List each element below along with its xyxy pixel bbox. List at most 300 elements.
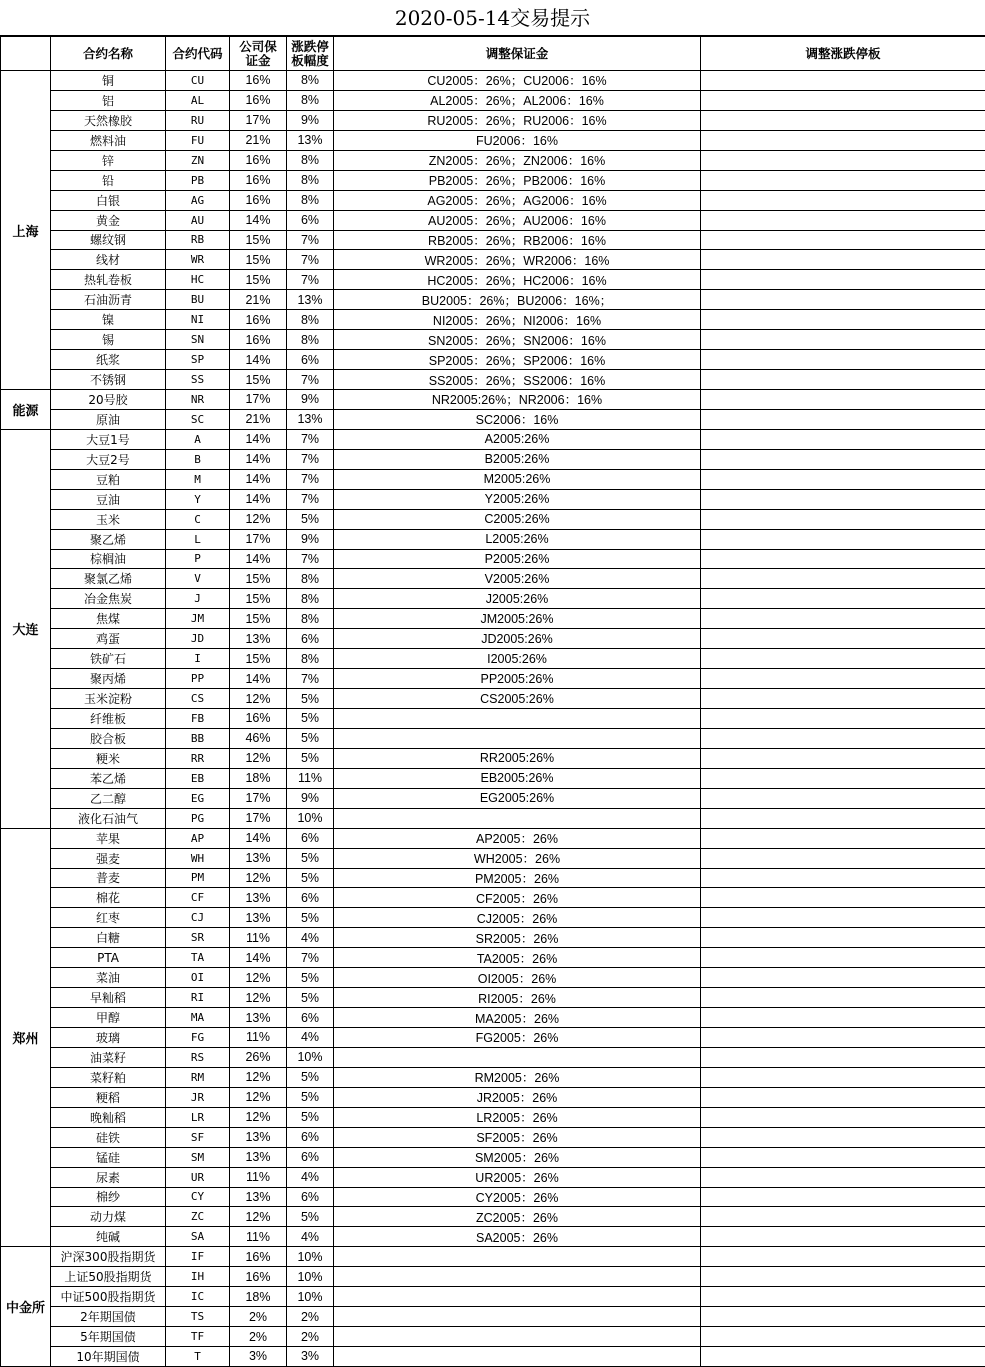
price-limit-cell: 10%	[287, 1047, 334, 1067]
contract-name-cell: 胶合板	[51, 728, 166, 748]
header-price-limit	[287, 37, 334, 71]
company-margin-cell: 12%	[230, 968, 287, 988]
company-margin-cell: 12%	[230, 988, 287, 1008]
price-limit-cell: 5%	[287, 1067, 334, 1087]
price-limit-cell: 7%	[287, 469, 334, 489]
contract-code-cell: PP	[166, 669, 230, 689]
table-row	[1, 1167, 985, 1187]
adjusted-margin-cell	[334, 1347, 701, 1367]
adjusted-limit-cell	[701, 748, 985, 768]
price-limit-cell: 13%	[287, 290, 334, 310]
price-limit-cell: 11%	[287, 768, 334, 788]
adjusted-margin-cell: ZN2005：26%；ZN2006：16%	[334, 150, 701, 170]
contract-name-cell: 菜籽粕	[51, 1067, 166, 1087]
adjusted-limit-cell	[701, 728, 985, 748]
table-row	[1, 390, 985, 410]
contract-name-cell: 20号胶	[51, 390, 166, 410]
table-row	[1, 1347, 985, 1367]
contract-name-cell: 黄金	[51, 210, 166, 230]
price-limit-cell: 9%	[287, 390, 334, 410]
contract-code-cell: SR	[166, 928, 230, 948]
adjusted-limit-cell	[701, 1227, 985, 1247]
price-limit-cell: 7%	[287, 449, 334, 469]
contract-name-cell: 白糖	[51, 928, 166, 948]
company-margin-cell: 14%	[230, 350, 287, 370]
adjusted-limit-cell	[701, 1307, 985, 1327]
contract-name-cell: 不锈钢	[51, 370, 166, 390]
contract-name-cell: 苯乙烯	[51, 768, 166, 788]
adjusted-margin-cell: SR2005：26%	[334, 928, 701, 948]
company-margin-cell: 11%	[230, 1028, 287, 1048]
company-margin-cell: 14%	[230, 489, 287, 509]
adjusted-margin-cell	[334, 1327, 701, 1347]
adjusted-margin-cell: JD2005:26%	[334, 629, 701, 649]
contract-code-cell: ZC	[166, 1207, 230, 1227]
company-margin-cell: 14%	[230, 469, 287, 489]
contract-code-cell: RI	[166, 988, 230, 1008]
table-row	[1, 1327, 985, 1347]
contract-code-cell: TS	[166, 1307, 230, 1327]
table-row	[1, 170, 985, 190]
contract-code-cell: SP	[166, 350, 230, 370]
company-margin-cell: 15%	[230, 569, 287, 589]
contract-code-cell: Y	[166, 489, 230, 509]
contract-code-cell: SM	[166, 1147, 230, 1167]
contract-code-cell: CU	[166, 71, 230, 91]
price-limit-cell: 5%	[287, 1207, 334, 1227]
contract-name-cell: 苹果	[51, 828, 166, 848]
table-row	[1, 828, 985, 848]
contract-code-cell: AL	[166, 90, 230, 110]
company-margin-cell: 12%	[230, 868, 287, 888]
adjusted-margin-cell: NR2005:26%；NR2006：16%	[334, 390, 701, 410]
contract-name-cell: 中证500股指期货	[51, 1287, 166, 1307]
table-row	[1, 1147, 985, 1167]
contract-code-cell: BB	[166, 728, 230, 748]
adjusted-limit-cell	[701, 330, 985, 350]
table-row	[1, 529, 985, 549]
adjusted-margin-cell: SM2005：26%	[334, 1147, 701, 1167]
adjusted-margin-cell: AP2005：26%	[334, 828, 701, 848]
adjusted-margin-cell	[334, 1047, 701, 1067]
adjusted-margin-cell: V2005:26%	[334, 569, 701, 589]
price-limit-cell: 9%	[287, 788, 334, 808]
company-margin-cell: 14%	[230, 549, 287, 569]
company-margin-cell: 14%	[230, 449, 287, 469]
adjusted-margin-cell: J2005:26%	[334, 589, 701, 609]
contract-code-cell: RS	[166, 1047, 230, 1067]
adjusted-limit-cell	[701, 250, 985, 270]
price-limit-cell: 7%	[287, 230, 334, 250]
contract-name-cell: PTA	[51, 948, 166, 968]
price-limit-cell: 4%	[287, 1167, 334, 1187]
adjusted-margin-cell: LR2005：26%	[334, 1107, 701, 1127]
price-limit-cell: 7%	[287, 669, 334, 689]
company-margin-cell: 16%	[230, 330, 287, 350]
contract-name-cell: 铝	[51, 90, 166, 110]
contract-code-cell: BU	[166, 290, 230, 310]
adjusted-margin-cell	[334, 1287, 701, 1307]
adjusted-limit-cell	[701, 1167, 985, 1187]
adjusted-limit-cell	[701, 948, 985, 968]
company-margin-cell: 18%	[230, 1287, 287, 1307]
table-row	[1, 589, 985, 609]
adjusted-margin-cell	[334, 1307, 701, 1327]
contract-code-cell: RR	[166, 748, 230, 768]
price-limit-cell: 6%	[287, 1127, 334, 1147]
company-margin-cell: 18%	[230, 768, 287, 788]
company-margin-cell: 17%	[230, 110, 287, 130]
contract-name-cell: 豆粕	[51, 469, 166, 489]
contract-code-cell: RB	[166, 230, 230, 250]
table-row	[1, 150, 985, 170]
adjusted-margin-cell: PB2005：26%；PB2006：16%	[334, 170, 701, 190]
contract-code-cell: AU	[166, 210, 230, 230]
contract-code-cell: FU	[166, 130, 230, 150]
adjusted-limit-cell	[701, 270, 985, 290]
company-margin-cell: 12%	[230, 1087, 287, 1107]
contract-code-cell: JR	[166, 1087, 230, 1107]
company-margin-cell: 15%	[230, 250, 287, 270]
table-row	[1, 449, 985, 469]
contract-code-cell: J	[166, 589, 230, 609]
price-limit-cell: 5%	[287, 689, 334, 709]
adjusted-margin-cell: UR2005：26%	[334, 1167, 701, 1187]
company-margin-cell: 16%	[230, 310, 287, 330]
contract-code-cell: IF	[166, 1247, 230, 1267]
company-margin-cell: 13%	[230, 1187, 287, 1207]
company-margin-cell: 17%	[230, 390, 287, 410]
contract-code-cell: PM	[166, 868, 230, 888]
price-limit-cell: 8%	[287, 170, 334, 190]
company-margin-cell: 3%	[230, 1347, 287, 1367]
contract-code-cell: CS	[166, 689, 230, 709]
adjusted-margin-cell: OI2005：26%	[334, 968, 701, 988]
company-margin-cell: 16%	[230, 90, 287, 110]
adjusted-limit-cell	[701, 1187, 985, 1207]
contract-name-cell: 玉米淀粉	[51, 689, 166, 709]
contract-name-cell: 大豆2号	[51, 449, 166, 469]
price-limit-cell: 5%	[287, 509, 334, 529]
contract-name-cell: 乙二醇	[51, 788, 166, 808]
contract-name-cell: 粳米	[51, 748, 166, 768]
adjusted-margin-cell	[334, 1247, 701, 1267]
contract-code-cell: WH	[166, 848, 230, 868]
contract-name-cell: 强麦	[51, 848, 166, 868]
adjusted-margin-cell: HC2005：26%；HC2006：16%	[334, 270, 701, 290]
company-margin-cell: 12%	[230, 748, 287, 768]
company-margin-cell: 12%	[230, 1207, 287, 1227]
adjusted-limit-cell	[701, 988, 985, 1008]
contract-code-cell: SC	[166, 409, 230, 429]
contract-name-cell: 纤维板	[51, 709, 166, 729]
price-limit-cell: 9%	[287, 529, 334, 549]
contract-name-cell: 棉纱	[51, 1187, 166, 1207]
table-row	[1, 110, 985, 130]
contract-code-cell: JM	[166, 609, 230, 629]
trading-tips-table	[0, 36, 985, 1367]
adjusted-margin-cell: JR2005：26%	[334, 1087, 701, 1107]
adjusted-limit-cell	[701, 968, 985, 988]
adjusted-limit-cell	[701, 649, 985, 669]
adjusted-limit-cell	[701, 1008, 985, 1028]
adjusted-margin-cell: SP2005：26%；SP2006：16%	[334, 350, 701, 370]
company-margin-cell: 16%	[230, 709, 287, 729]
exchange-cell: 郑州	[1, 828, 51, 1247]
price-limit-cell: 2%	[287, 1307, 334, 1327]
price-limit-cell: 5%	[287, 868, 334, 888]
table-row	[1, 489, 985, 509]
contract-name-cell: 硅铁	[51, 1127, 166, 1147]
price-limit-cell: 5%	[287, 968, 334, 988]
adjusted-limit-cell	[701, 848, 985, 868]
contract-name-cell: 棕榈油	[51, 549, 166, 569]
company-margin-cell: 13%	[230, 629, 287, 649]
adjusted-margin-cell: TA2005：26%	[334, 948, 701, 968]
contract-code-cell: A	[166, 429, 230, 449]
table-row	[1, 908, 985, 928]
adjusted-limit-cell	[701, 669, 985, 689]
contract-code-cell: RU	[166, 110, 230, 130]
price-limit-cell: 7%	[287, 429, 334, 449]
contract-name-cell: 铅	[51, 170, 166, 190]
adjusted-margin-cell	[334, 1267, 701, 1287]
table-row	[1, 1267, 985, 1287]
adjusted-limit-cell	[701, 170, 985, 190]
contract-code-cell: CY	[166, 1187, 230, 1207]
price-limit-cell: 9%	[287, 110, 334, 130]
contract-code-cell: B	[166, 449, 230, 469]
company-margin-cell: 16%	[230, 170, 287, 190]
adjusted-margin-cell: RR2005:26%	[334, 748, 701, 768]
price-limit-cell: 7%	[287, 250, 334, 270]
contract-code-cell: PB	[166, 170, 230, 190]
adjusted-margin-cell: CF2005：26%	[334, 888, 701, 908]
company-margin-cell: 12%	[230, 689, 287, 709]
price-limit-cell: 8%	[287, 589, 334, 609]
header-company-margin	[230, 37, 287, 71]
header-adjusted-limit: 调整涨跌停板	[701, 37, 985, 71]
table-row	[1, 429, 985, 449]
adjusted-limit-cell	[701, 1127, 985, 1147]
price-limit-cell: 5%	[287, 1087, 334, 1107]
contract-name-cell: 玉米	[51, 509, 166, 529]
contract-code-cell: TF	[166, 1327, 230, 1347]
contract-name-cell: 线材	[51, 250, 166, 270]
header-contract-name: 合约名称	[51, 37, 166, 71]
adjusted-margin-cell: SC2006：16%	[334, 409, 701, 429]
table-row	[1, 409, 985, 429]
price-limit-cell: 10%	[287, 1267, 334, 1287]
contract-name-cell: 铁矿石	[51, 649, 166, 669]
contract-code-cell: ZN	[166, 150, 230, 170]
company-margin-cell: 14%	[230, 948, 287, 968]
adjusted-limit-cell	[701, 390, 985, 410]
table-row	[1, 1207, 985, 1227]
company-margin-cell: 14%	[230, 429, 287, 449]
adjusted-limit-cell	[701, 1028, 985, 1048]
adjusted-margin-cell: FG2005：26%	[334, 1028, 701, 1048]
table-row	[1, 888, 985, 908]
contract-name-cell: 白银	[51, 190, 166, 210]
exchange-cell: 能源	[1, 390, 51, 430]
contract-name-cell: 棉花	[51, 888, 166, 908]
table-row	[1, 1287, 985, 1307]
company-margin-cell: 46%	[230, 728, 287, 748]
contract-code-cell: V	[166, 569, 230, 589]
company-margin-cell: 15%	[230, 609, 287, 629]
adjusted-margin-cell: L2005:26%	[334, 529, 701, 549]
contract-code-cell: AP	[166, 828, 230, 848]
adjusted-limit-cell	[701, 549, 985, 569]
contract-code-cell: TA	[166, 948, 230, 968]
contract-name-cell: 纯碱	[51, 1227, 166, 1247]
contract-name-cell: 油菜籽	[51, 1047, 166, 1067]
adjusted-limit-cell	[701, 290, 985, 310]
price-limit-cell: 6%	[287, 629, 334, 649]
contract-name-cell: 锰硅	[51, 1147, 166, 1167]
contract-code-cell: CJ	[166, 908, 230, 928]
adjusted-limit-cell	[701, 90, 985, 110]
adjusted-limit-cell	[701, 689, 985, 709]
company-margin-cell: 11%	[230, 1227, 287, 1247]
adjusted-margin-cell: CY2005：26%	[334, 1187, 701, 1207]
adjusted-limit-cell	[701, 1087, 985, 1107]
table-row	[1, 788, 985, 808]
adjusted-limit-cell	[701, 1207, 985, 1227]
adjusted-margin-cell: PM2005：26%	[334, 868, 701, 888]
price-limit-cell: 4%	[287, 1028, 334, 1048]
table-row	[1, 509, 985, 529]
contract-code-cell: NR	[166, 390, 230, 410]
contract-name-cell: 晚籼稻	[51, 1107, 166, 1127]
company-margin-cell: 13%	[230, 1008, 287, 1028]
table-row	[1, 1187, 985, 1207]
table-row	[1, 1107, 985, 1127]
header-exchange	[1, 37, 51, 71]
price-limit-cell: 7%	[287, 270, 334, 290]
price-limit-cell: 6%	[287, 210, 334, 230]
table-row	[1, 988, 985, 1008]
table-row	[1, 1247, 985, 1267]
price-limit-cell: 5%	[287, 908, 334, 928]
adjusted-margin-cell	[334, 728, 701, 748]
adjusted-margin-cell: CJ2005：26%	[334, 908, 701, 928]
exchange-cell: 中金所	[1, 1247, 51, 1367]
company-margin-cell: 14%	[230, 828, 287, 848]
price-limit-cell: 8%	[287, 330, 334, 350]
contract-name-cell: 聚丙烯	[51, 669, 166, 689]
table-row	[1, 629, 985, 649]
contract-name-cell: 10年期国债	[51, 1347, 166, 1367]
contract-name-cell: 焦煤	[51, 609, 166, 629]
adjusted-margin-cell: CU2005：26%；CU2006：16%	[334, 71, 701, 91]
adjusted-margin-cell: Y2005:26%	[334, 489, 701, 509]
contract-name-cell: 2年期国债	[51, 1307, 166, 1327]
price-limit-cell: 10%	[287, 1247, 334, 1267]
price-limit-cell: 2%	[287, 1327, 334, 1347]
contract-name-cell: 天然橡胶	[51, 110, 166, 130]
company-margin-cell: 15%	[230, 649, 287, 669]
company-margin-cell: 12%	[230, 509, 287, 529]
adjusted-limit-cell	[701, 1107, 985, 1127]
company-margin-cell: 16%	[230, 71, 287, 91]
adjusted-margin-cell: RI2005：26%	[334, 988, 701, 1008]
adjusted-limit-cell	[701, 788, 985, 808]
company-margin-cell: 12%	[230, 1067, 287, 1087]
contract-name-cell: 冶金焦炭	[51, 589, 166, 609]
contract-code-cell: P	[166, 549, 230, 569]
company-margin-cell: 16%	[230, 1247, 287, 1267]
table-row	[1, 928, 985, 948]
adjusted-margin-cell: JM2005:26%	[334, 609, 701, 629]
company-margin-cell: 13%	[230, 888, 287, 908]
contract-name-cell: 鸡蛋	[51, 629, 166, 649]
table-row	[1, 549, 985, 569]
adjusted-margin-cell: EB2005:26%	[334, 768, 701, 788]
adjusted-limit-cell	[701, 1347, 985, 1367]
contract-code-cell: L	[166, 529, 230, 549]
table-row	[1, 90, 985, 110]
adjusted-limit-cell	[701, 130, 985, 150]
adjusted-limit-cell	[701, 210, 985, 230]
price-limit-cell: 7%	[287, 489, 334, 509]
table-row	[1, 1307, 985, 1327]
adjusted-limit-cell	[701, 489, 985, 509]
contract-name-cell: 动力煤	[51, 1207, 166, 1227]
price-limit-cell: 5%	[287, 848, 334, 868]
adjusted-limit-cell	[701, 150, 985, 170]
price-limit-cell: 4%	[287, 928, 334, 948]
contract-code-cell: C	[166, 509, 230, 529]
price-limit-cell: 8%	[287, 609, 334, 629]
table-row	[1, 270, 985, 290]
contract-code-cell: JD	[166, 629, 230, 649]
header-margin-line-2: 证金	[245, 53, 270, 68]
adjusted-limit-cell	[701, 310, 985, 330]
table-row	[1, 370, 985, 390]
contract-code-cell: AG	[166, 190, 230, 210]
adjusted-margin-cell: WR2005：26%；WR2006：16%	[334, 250, 701, 270]
price-limit-cell: 7%	[287, 948, 334, 968]
contract-name-cell: 豆油	[51, 489, 166, 509]
price-limit-cell: 5%	[287, 1107, 334, 1127]
contract-name-cell: 粳稻	[51, 1087, 166, 1107]
contract-code-cell: OI	[166, 968, 230, 988]
contract-name-cell: 螺纹钢	[51, 230, 166, 250]
adjusted-limit-cell	[701, 609, 985, 629]
price-limit-cell: 8%	[287, 310, 334, 330]
adjusted-limit-cell	[701, 709, 985, 729]
company-margin-cell: 15%	[230, 230, 287, 250]
adjusted-margin-cell: PP2005:26%	[334, 669, 701, 689]
price-limit-cell: 10%	[287, 808, 334, 828]
company-margin-cell: 12%	[230, 1107, 287, 1127]
contract-code-cell: SN	[166, 330, 230, 350]
price-limit-cell: 6%	[287, 888, 334, 908]
table-row	[1, 190, 985, 210]
table-row	[1, 71, 985, 91]
adjusted-margin-cell: RM2005：26%	[334, 1067, 701, 1087]
table-row	[1, 709, 985, 729]
adjusted-limit-cell	[701, 629, 985, 649]
contract-code-cell: FG	[166, 1028, 230, 1048]
price-limit-cell: 6%	[287, 1147, 334, 1167]
table-row	[1, 1008, 985, 1028]
adjusted-limit-cell	[701, 569, 985, 589]
adjusted-margin-cell: WH2005：26%	[334, 848, 701, 868]
adjusted-margin-cell: M2005:26%	[334, 469, 701, 489]
